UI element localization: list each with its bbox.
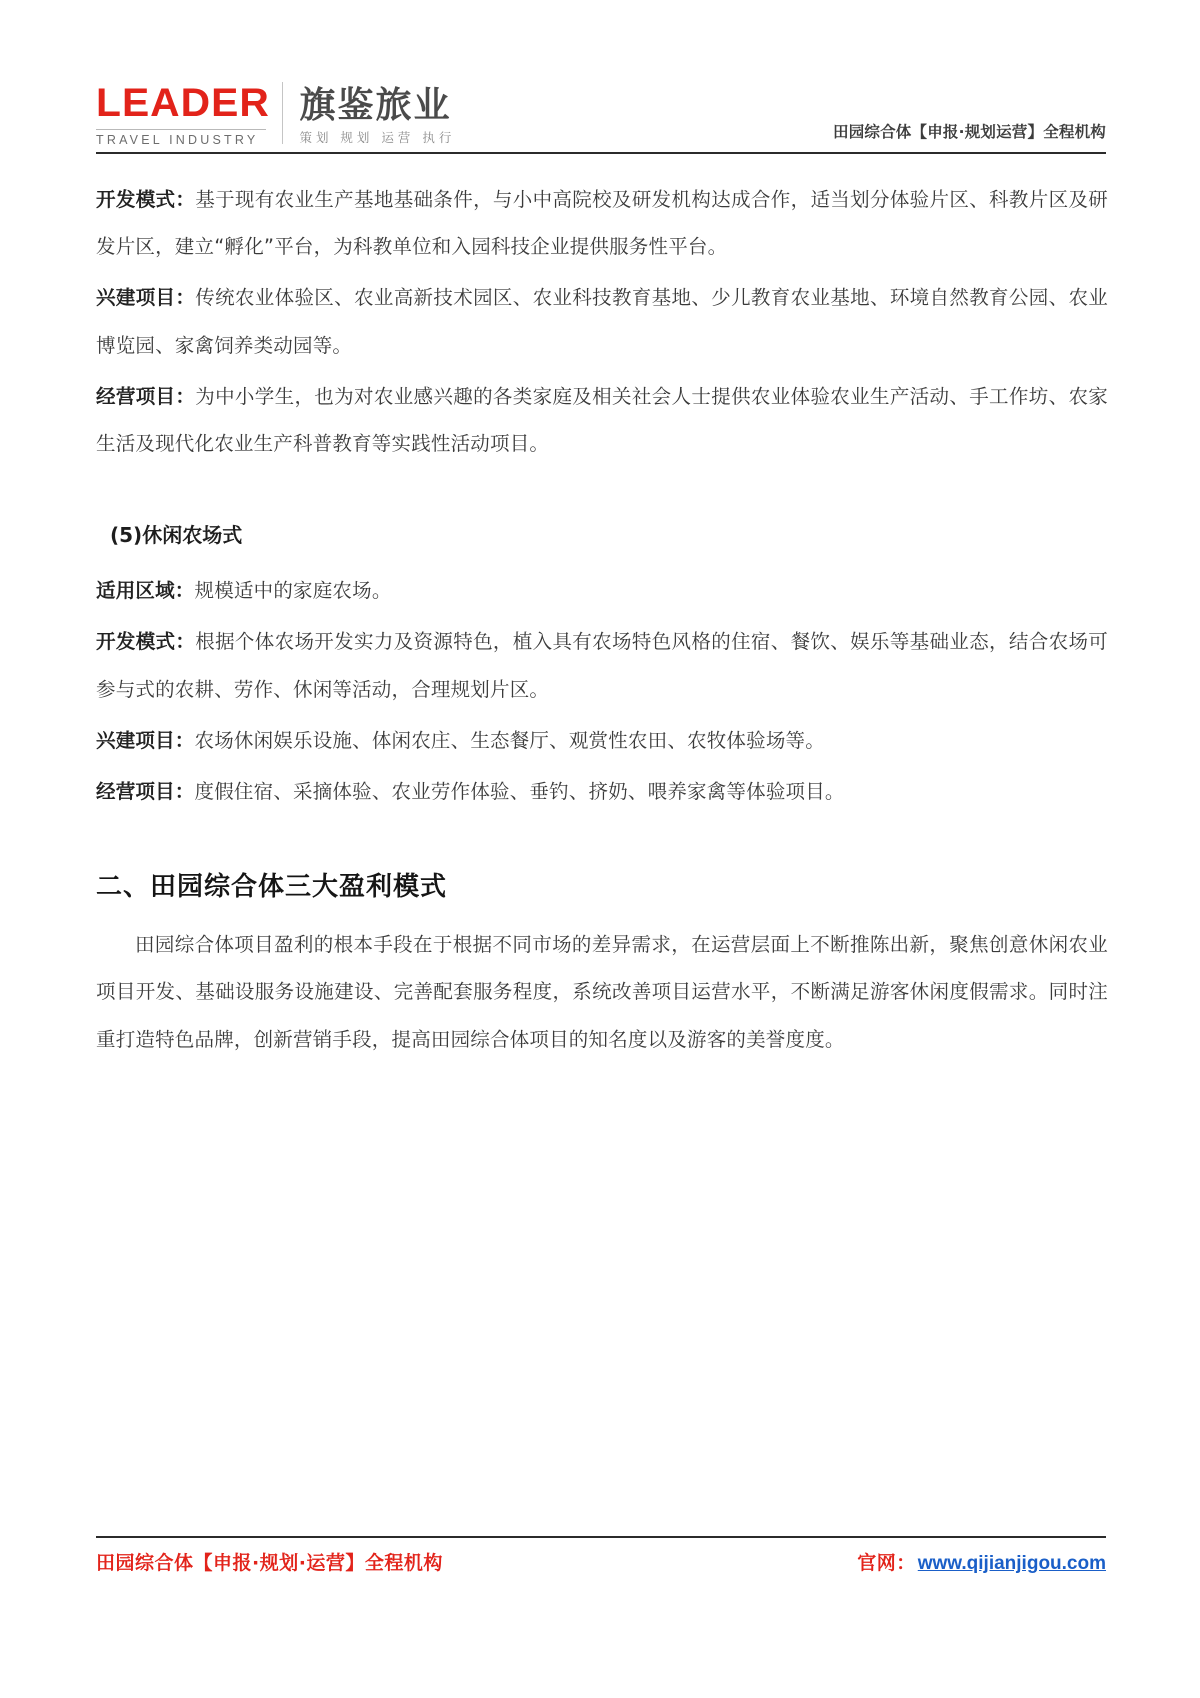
- logo-chinese-lockup: [299, 84, 456, 146]
- spacer-before-subsection: [96, 471, 1108, 517]
- label-applicable-area: 适用区域：: [96, 579, 195, 603]
- logo-vertical-divider: [282, 82, 283, 144]
- text-development-mode-2: 根据个体农场开发实力及资源特色，植入具有农场特色风格的住宿、餐饮、娱乐等基础业态，结合农场可参与式的农耕、劳作、休闲等活动，合理规划片区。: [96, 630, 1108, 701]
- paragraph-operating-projects-1: [96, 373, 1108, 467]
- paragraph-profit-models-intro: 田园综合体项目盈利的根本手段在于根据不同市场的差异需求，在运营层面上不断推陈出新，聚焦创意休闲农业项目开发、基础设服务设施建设、完善配套服务程度，系统改善项目运营水平，不断满足游客休闲度假需求。同时注重打造特色品牌，创新营销手段，提高田园综合体项目的知名度以及游客的美誉度度。: [96, 933, 1108, 1051]
- logo-chinese-name: 旗鉴旅业: [299, 84, 452, 126]
- logo-divider-line: [96, 129, 266, 130]
- footer-website-label: 官网：: [857, 1552, 916, 1574]
- label-operating-projects-1: 经营项目：: [96, 384, 196, 408]
- section-heading-profit-models: 二、田园综合体三大盈利模式: [96, 872, 448, 903]
- label-development-mode-1: 开发模式：: [96, 188, 196, 211]
- text-operating-projects-1: 为中小学生，也为对农业感兴趣的各类家庭及相关社会人士提供农业体验农业生产活动、手工作坊、农家生活及现代化农业生产科普教育等实践性活动项目。: [96, 384, 1108, 455]
- paragraph-build-projects-1: [96, 274, 1108, 368]
- spacer-before-section: [96, 819, 1108, 865]
- footer-agency-text: 田园综合体【申报·规划·运营】全程机构: [96, 1552, 443, 1574]
- paragraph-applicable-area: [96, 567, 1108, 614]
- logo-tagline: TRAVEL INDUSTRY: [96, 132, 259, 147]
- subsection-heading-leisure-farm: (5)休闲农场式: [110, 523, 243, 548]
- text-operating-projects-2: 度假住宿、采摘体验、农业劳作体验、垂钓、挤奶、喂养家禽等体验项目。: [194, 779, 845, 803]
- paragraph-development-mode-1: [96, 176, 1108, 270]
- footer-website-url[interactable]: www.qijianjigou.com: [917, 1553, 1106, 1574]
- text-applicable-area: 规模适中的家庭农场。: [194, 579, 392, 603]
- header-rule: [96, 152, 1106, 154]
- page-footer: [96, 1548, 1106, 1575]
- paragraph-operating-projects-2: [96, 768, 1108, 815]
- logo-wordmark: LEADER: [96, 80, 270, 125]
- label-build-projects-1: 兴建项目：: [96, 286, 196, 310]
- text-development-mode-1: 基于现有农业生产基地基础条件，与小中高院校及研发机构达成合作，适当划分体验片区、科教片区及研发片区，建立“孵化”平台，为科教单位和入园科技企业提供服务性平台。: [96, 188, 1108, 259]
- company-logo: [96, 82, 455, 146]
- page-header: [96, 60, 1106, 146]
- label-development-mode-2: 开发模式：: [96, 630, 196, 654]
- label-operating-projects-2: 经营项目：: [96, 779, 195, 803]
- paragraph-build-projects-2: [96, 717, 1108, 764]
- text-build-projects-1: 传统农业体验区、农业高新技术园区、农业科技教育基地、少儿教育农业基地、环境自然教育公园、农业博览园、家禽饲养类动园等。: [96, 286, 1108, 357]
- label-build-projects-2: 兴建项目：: [96, 728, 195, 752]
- logo-latin-lockup: [96, 80, 280, 147]
- paragraph-development-mode-2: [96, 618, 1108, 712]
- document-body: [96, 176, 1108, 1067]
- footer-rule: [96, 1536, 1106, 1538]
- text-build-projects-2: 农场休闲娱乐设施、体闲农庄、生态餐厅、观赏性农田、农牧体验场等。: [194, 728, 825, 752]
- logo-chinese-tagline: 策划 规划 运营 执行: [299, 129, 456, 145]
- header-title: 田园综合体【申报·规划运营】全程机构: [833, 123, 1106, 141]
- footer-website-block: [857, 1548, 1106, 1575]
